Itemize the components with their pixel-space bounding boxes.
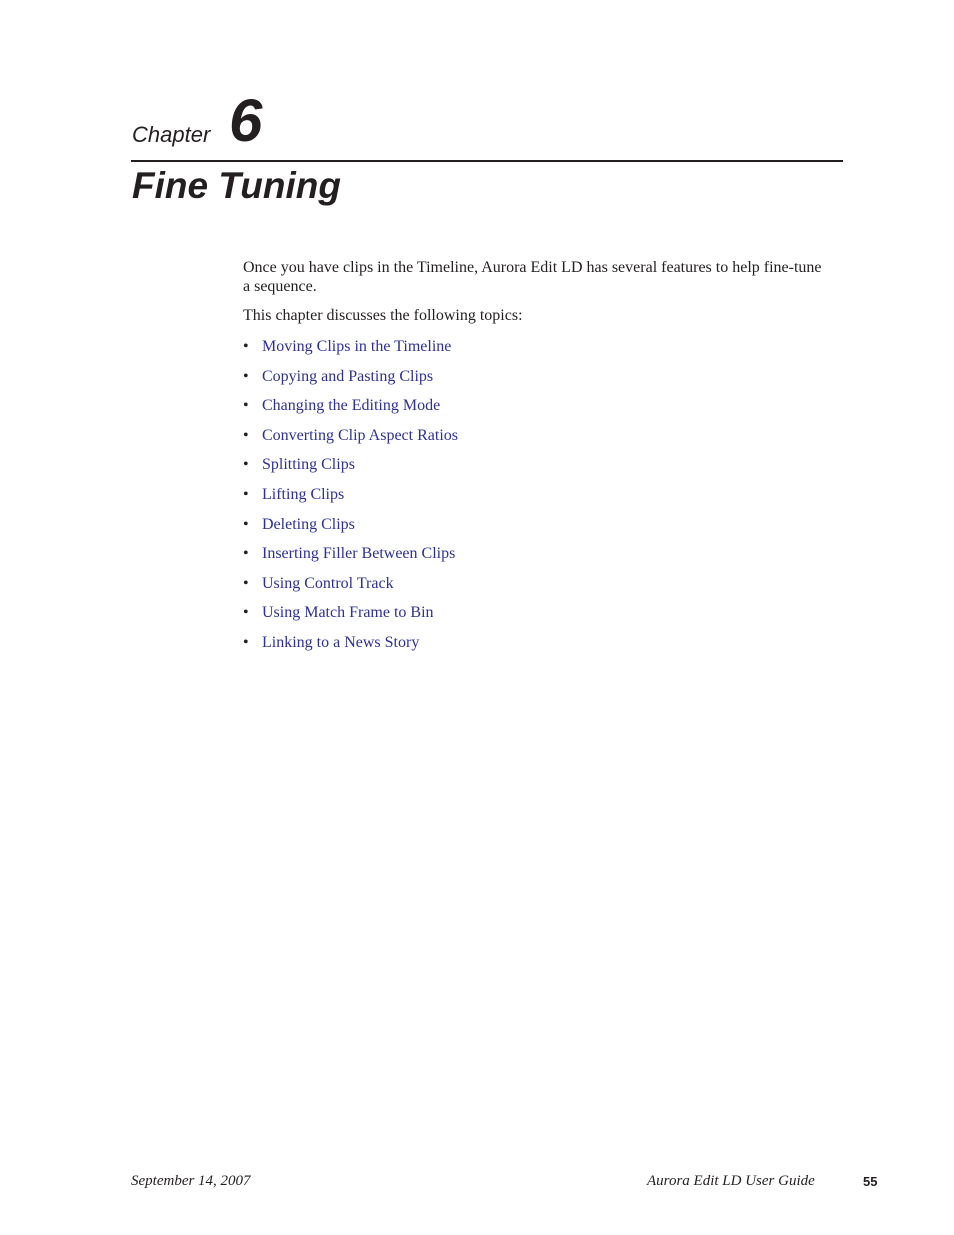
bullet-icon: • [243, 545, 249, 563]
topic-link-inserting-filler[interactable]: Inserting Filler Between Clips [262, 545, 456, 563]
list-item [243, 515, 823, 545]
topic-link-moving-clips[interactable]: Moving Clips in the Timeline [262, 338, 452, 355]
list-item [243, 544, 823, 574]
topic-link-lifting-clips[interactable]: Lifting Clips [262, 485, 345, 503]
list-item [243, 396, 823, 426]
topic-link-copying-pasting[interactable]: Copying and Pasting Clips [262, 367, 434, 385]
topics-intro-paragraph: This chapter discusses the following topics: [243, 307, 523, 324]
list-item [243, 455, 823, 485]
chapter-divider [131, 160, 843, 162]
footer-guide-title: Aurora Edit LD User Guide [647, 1173, 815, 1189]
chapter-number: 6 [229, 87, 263, 154]
list-item [243, 367, 823, 397]
footer-date: September 14, 2007 [131, 1173, 251, 1189]
bullet-icon: • [243, 397, 249, 415]
chapter-body [243, 258, 823, 663]
bullet-icon: • [243, 338, 249, 355]
bullet-icon: • [243, 456, 249, 474]
page-number: 55 [863, 1174, 878, 1189]
topic-link-aspect-ratios[interactable]: Converting Clip Aspect Ratios [262, 426, 458, 444]
topic-link-deleting-clips[interactable]: Deleting Clips [262, 515, 355, 533]
list-item [243, 485, 823, 515]
list-item [243, 633, 823, 663]
bullet-icon: • [243, 367, 249, 385]
bullet-icon: • [243, 485, 249, 503]
bullet-icon: • [243, 574, 249, 592]
list-item [243, 603, 823, 633]
topic-link-news-story[interactable]: Linking to a News Story [262, 633, 420, 651]
bullet-icon: • [243, 515, 249, 533]
topic-link-splitting-clips[interactable]: Splitting Clips [262, 456, 355, 474]
topic-link-editing-mode[interactable]: Changing the Editing Mode [262, 397, 441, 415]
chapter-label: Chapter [132, 122, 211, 147]
topic-list [243, 337, 823, 663]
bullet-icon: • [243, 426, 249, 444]
topic-link-control-track[interactable]: Using Control Track [262, 574, 394, 592]
bullet-icon: • [243, 633, 249, 651]
chapter-title: Fine Tuning [132, 165, 341, 206]
list-item [243, 337, 823, 367]
list-item [243, 574, 823, 604]
bullet-icon: • [243, 604, 249, 622]
intro-paragraph: Once you have clips in the Timeline, Aurora Edit LD has several features to help fine-tune a sequence. [243, 259, 822, 295]
list-item [243, 426, 823, 456]
topic-link-match-frame[interactable]: Using Match Frame to Bin [262, 604, 434, 622]
